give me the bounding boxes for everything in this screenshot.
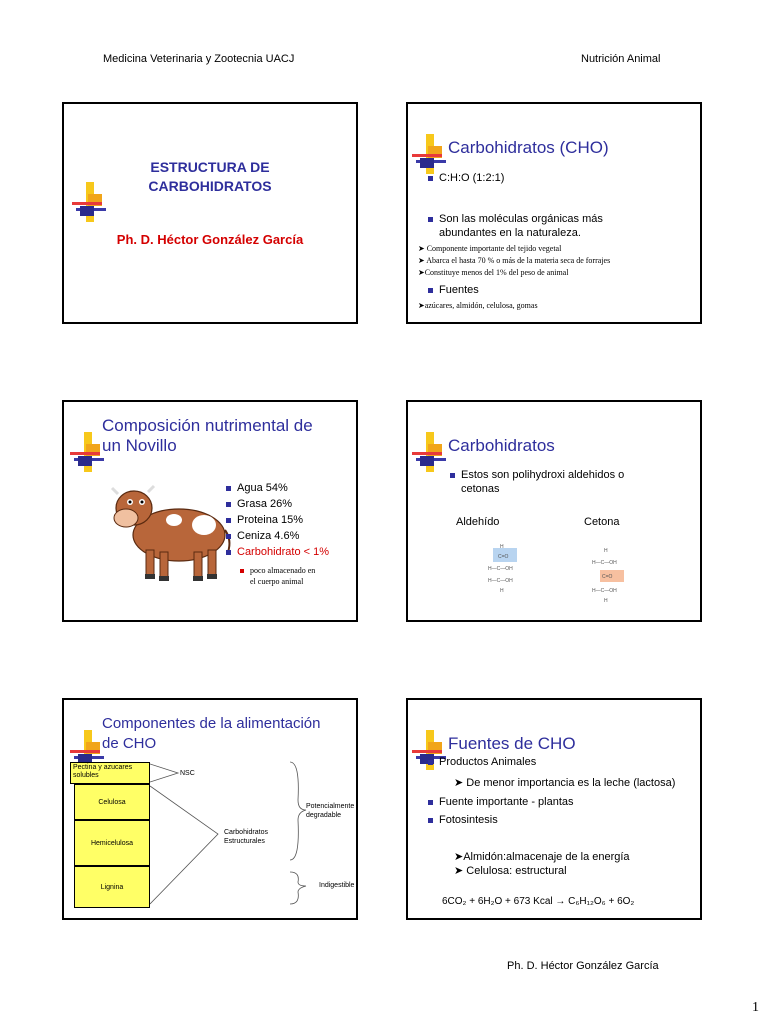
svg-text:H: H: [604, 598, 608, 604]
slide4-label-aldehyde: Aldehído: [456, 516, 500, 528]
slide1-author: Ph. D. Héctor González García: [116, 232, 304, 247]
slide6-title: Fuentes de CHO: [448, 734, 576, 753]
svg-text:H: H: [500, 544, 504, 550]
slide3-item-protein: Proteina 15%: [237, 514, 304, 526]
cow-icon: [104, 480, 234, 590]
svg-text:H—C—OH: H—C—OH: [592, 588, 617, 594]
svg-text:H—C—OH: H—C—OH: [592, 560, 617, 566]
slide3-item-carb: Carbohidrato < 1%: [237, 546, 330, 558]
slide6-b1: Productos Animales: [428, 756, 536, 768]
slide2-bullet2: Son las moléculas orgánicas más abundantes en la naturaleza.: [428, 212, 603, 240]
svg-text:C=O: C=O: [602, 574, 613, 580]
slide2-title: Carbohidratos (CHO): [448, 138, 609, 157]
slide3-item-ash: Ceniza 4.6%: [237, 530, 300, 542]
slide-2: [406, 102, 702, 324]
slide4-bullet: Estos son polihydroxi aldehidos o cetonas: [450, 468, 624, 496]
aldehyde-structure-icon: [484, 542, 534, 598]
slide3-note: poco almacenado en el cuerpo animal: [240, 565, 315, 587]
bullet-icon: [428, 818, 433, 823]
slide3-list: [226, 480, 329, 560]
cell-pectina: Pectina y azucares solubles: [70, 762, 150, 784]
slide6-equation: 6CO₂ + 6H₂O + 673 Kcal → C₆H₁₂O₆ + 6O₂: [442, 896, 635, 907]
slide2-subitems: ➤ Componente importante del tejido vegetal ➤ Abarca el hasta 70 % o más de la materia seca de forrajes ➤Constituye menos del 1% del peso de animal: [418, 244, 611, 277]
bullet-icon: [428, 288, 433, 293]
cell-lignina: Lignina: [74, 866, 150, 908]
slide2-bullet3: Fuentes: [428, 284, 479, 296]
slide-logo-icon: [412, 134, 448, 174]
svg-text:H: H: [500, 588, 504, 594]
header-left: Medicina Veterinaria y Zootecnia UACJ: [103, 53, 295, 65]
slide5-nsc: NSC: [180, 770, 195, 777]
svg-text:H—C—OH: H—C—OH: [488, 578, 513, 584]
bullet-icon: [226, 486, 231, 491]
slide6-b3: Fotosintesis: [428, 814, 498, 826]
bullet-icon: [450, 473, 455, 478]
bullet-icon: [240, 569, 244, 573]
slide-6: [406, 698, 702, 920]
slide2-sub4: ➤azúcares, almidón, celulosa, gomas: [418, 301, 538, 310]
slide4-label-ketone: Cetona: [584, 516, 620, 528]
slide1-title-line2: CARBOHIDRATOS: [148, 178, 272, 194]
slide6-b2: Fuente importante - plantas: [428, 796, 574, 808]
slide-logo-icon: [412, 432, 448, 472]
bullet-icon: [226, 502, 231, 507]
bullet-icon: [428, 800, 433, 805]
slide5-title: Componentes de la alimentación de CHO: [102, 715, 321, 752]
svg-text:H: H: [604, 548, 608, 554]
bullet-icon: [226, 550, 231, 555]
slide1-title-line1: ESTRUCTURA DE: [150, 159, 270, 175]
cell-hemicelulosa: Hemicelulosa: [74, 820, 150, 866]
svg-text:C=O: C=O: [498, 554, 509, 560]
bullet-icon: [428, 217, 433, 222]
cell-celulosa: Celulosa: [74, 784, 150, 820]
slide3-title: Composición nutrimental de un Novillo: [102, 416, 313, 455]
footer-author: Ph. D. Héctor González García: [507, 960, 659, 972]
page-number: 1: [752, 1000, 759, 1015]
slide-3: [62, 400, 358, 622]
bullet-icon: [226, 534, 231, 539]
slide6-b1-sub: ➤ De menor importancia es la leche (lactosa): [454, 777, 676, 789]
slide5-indigestible: Indigestible: [319, 882, 355, 889]
header-right: Nutrición Animal: [581, 53, 661, 65]
slide5-potencial: Potencialmente degradable: [306, 803, 355, 819]
bullet-icon: [226, 518, 231, 523]
slide2-bullet1: C:H:O (1:2:1): [428, 172, 504, 184]
slide-5: [62, 698, 358, 920]
ketone-structure-icon: [588, 546, 638, 616]
slide3-item-water: Agua 54%: [237, 482, 288, 494]
slide3-item-fat: Grasa 26%: [237, 498, 293, 510]
bullet-icon: [428, 176, 433, 181]
bullet-icon: [428, 760, 433, 765]
svg-text:H—C—OH: H—C—OH: [488, 566, 513, 572]
slide6-subs: ➤Almidón:almacenaje de la energía ➤ Celulosa: estructural: [454, 851, 630, 877]
slide-1: [62, 102, 358, 324]
slide5-estructurales: Carbohidratos Estructurales: [224, 829, 268, 845]
slide-logo-icon: [70, 432, 106, 472]
slide4-title: Carbohidratos: [448, 436, 555, 455]
slide-4: [406, 400, 702, 622]
